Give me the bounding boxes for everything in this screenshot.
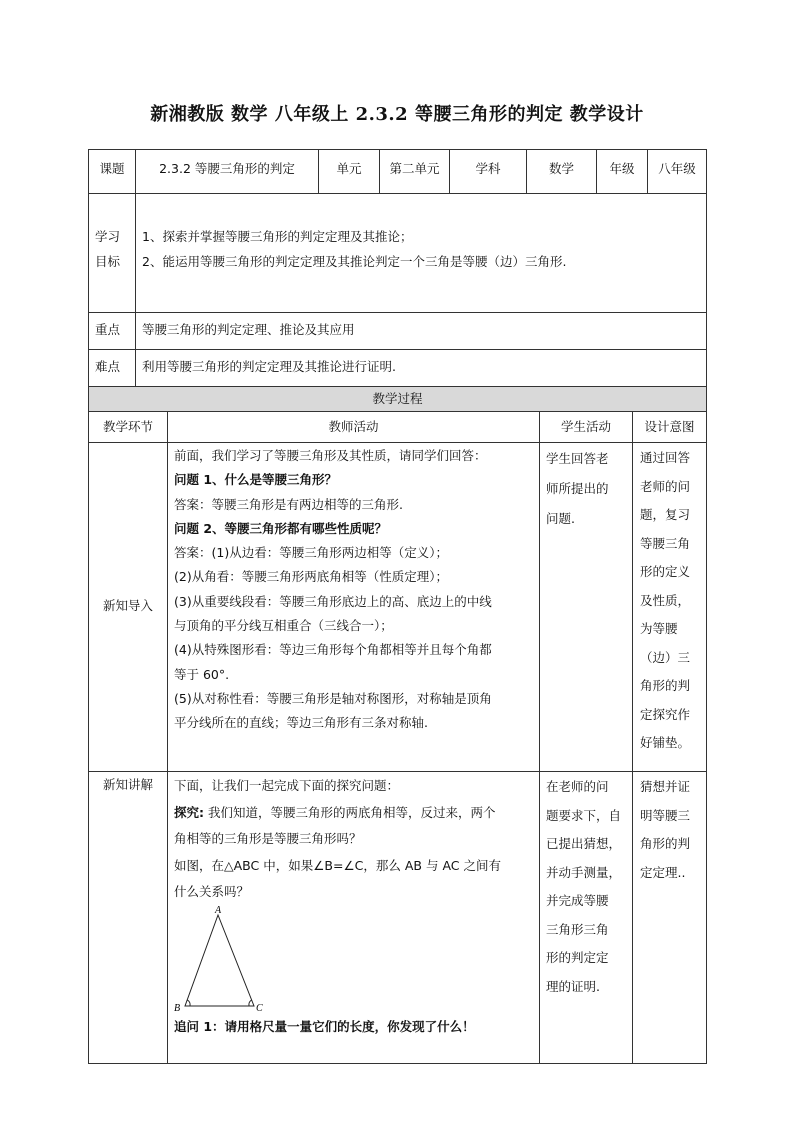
subject-label: 学科 (475, 161, 501, 176)
teacher-line: 与顶角的平分线互相重合（三线合一）； (174, 618, 393, 634)
intent-line: 定探究作 (640, 706, 691, 722)
stage-new-explain: 新知讲解 (102, 777, 153, 792)
teacher-line: 问题 1、什么是等腰三角形？ (174, 472, 338, 488)
teacher-line: (5)从对称性看：等腰三角形是轴对称图形，对称轴是顶角 (174, 690, 492, 706)
design-intent-intro (640, 444, 690, 758)
intent-line: 等腰三角 (640, 535, 691, 551)
topic-label: 课题 (99, 161, 125, 176)
intent-line: 猜想并证 (640, 779, 691, 794)
teacher-line: 等于 60°. (174, 666, 230, 682)
grade-value: 八年级 (658, 161, 696, 176)
intent-line: 定定理.. (640, 864, 686, 880)
teacher-line: 前面，我们学习了等腰三角形及其性质，请同学们回答： (174, 448, 487, 463)
intent-line: 明等腰三 (640, 807, 691, 823)
student-line: 问题. (546, 511, 575, 526)
teacher-activity-intro (174, 444, 492, 736)
student-line: 并动手测量， (546, 864, 622, 880)
teacher-activity-explain (174, 773, 501, 906)
teacher-line (174, 800, 501, 827)
teacher-line: (2)从角看：等腰三角形两底角相等（性质定理）； (174, 569, 448, 585)
teacher-line: 角相等的三角形是等腰三角形吗？ (174, 831, 362, 846)
document-title: 新湘教版 数学 八年级上 2.3.2 等腰三角形的判定 教学设计 (150, 104, 644, 125)
teacher-line: 答案：等腰三角形是有两边相等的三角形. (174, 496, 403, 512)
difficult-point-label: 难点 (95, 359, 121, 374)
intent-line: 题，复习 (640, 507, 691, 522)
student-line: 题要求下，自 (546, 807, 622, 823)
objectives-label-line1: 学习 (95, 229, 121, 244)
intent-line: 老师的问 (640, 478, 691, 494)
grade-label: 年级 (609, 161, 635, 176)
column-header-student: 学生活动 (560, 419, 611, 434)
student-activity-intro (546, 444, 609, 534)
teacher-line: 平分线所在的直线；等边三角形有三条对称轴. (174, 715, 428, 731)
intent-line: 通过回答 (640, 450, 691, 465)
key-point-label: 重点 (95, 322, 121, 337)
explore-text: 我们知道，等腰三角形的两底角相等，反过来，两个 (204, 804, 496, 820)
explore-label: 探究: (174, 804, 204, 820)
angle-c-mark (249, 1000, 252, 1006)
intent-line: 角形的判 (640, 678, 691, 693)
teacher-line: 什么关系吗？ (174, 884, 250, 899)
teacher-line: (3)从重要线段看：等腰三角形底边上的高、底边上的中线 (174, 593, 492, 609)
intent-line: （边）三 (640, 649, 691, 665)
design-intent-explain (640, 773, 690, 887)
followup-question (174, 1015, 475, 1039)
subject-value: 数学 (548, 161, 574, 176)
angle-b-mark (188, 1000, 191, 1006)
key-point-text: 等腰三角形的判定定理、推论及其应用 (142, 322, 355, 337)
student-line: 师所提出的 (546, 481, 609, 496)
teacher-line: 答案：(1)从边看：等腰三角形两边相等（定义）； (174, 545, 448, 561)
student-activity-explain (546, 773, 621, 1001)
intent-line: 角形的判 (640, 836, 691, 851)
student-line: 已提出猜想， (546, 836, 622, 851)
objective-item: 2、能运用等腰三角形的判定定理及其推论判定一个三角是等腰（边）三角形. (142, 254, 567, 269)
intent-line: 形的定义 (640, 564, 691, 579)
column-header-teacher: 教师活动 (328, 419, 379, 434)
objective-item: 1、探索并掌握等腰三角形的判定定理及其推论； (142, 229, 413, 244)
unit-label: 单元 (336, 161, 362, 176)
teacher-line: 下面，让我们一起完成下面的探究问题： (174, 778, 400, 793)
intent-line: 为等腰 (640, 621, 678, 636)
difficult-point-text: 利用等腰三角形的判定定理及其推论进行证明. (142, 359, 396, 374)
student-line: 三角形三角 (546, 921, 609, 937)
vertex-b-label: B (174, 1003, 181, 1014)
teacher-line: (4)从特殊图形看：等边三角形每个角都相等并且每个角都 (174, 642, 492, 658)
column-header-intent: 设计意图 (644, 419, 695, 434)
followup-label: 追问 1： (174, 1019, 225, 1034)
unit-value: 第二单元 (389, 161, 440, 176)
student-line: 形的判定定 (546, 950, 609, 965)
triangle-abc-figure (170, 903, 270, 1015)
student-line: 并完成等腰 (546, 893, 609, 908)
process-header: 教学过程 (372, 391, 423, 406)
vertex-a-label: A (215, 905, 222, 916)
teacher-line: 如图，在△ABC 中，如果∠B=∠C，那么 AB 与 AC 之间有 (174, 857, 501, 873)
teacher-line: 问题 2、等腰三角形都有哪些性质呢？ (174, 520, 388, 536)
followup-text: 请用格尺量一量它们的长度，你发现了什么！ (224, 1019, 475, 1034)
vertex-c-label: C (256, 1003, 263, 1014)
student-line: 学生回答老 (546, 451, 609, 466)
student-line: 在老师的问 (546, 779, 609, 794)
column-header-stage: 教学环节 (102, 419, 153, 434)
intent-line: 好铺垫。 (640, 735, 691, 750)
intent-line: 及性质， (640, 592, 691, 608)
objectives-label-line2: 目标 (95, 254, 121, 269)
stage-new-intro: 新知导入 (102, 598, 153, 613)
topic-value: 2.3.2 等腰三角形的判定 (159, 161, 295, 176)
student-line: 理的证明. (546, 978, 600, 994)
